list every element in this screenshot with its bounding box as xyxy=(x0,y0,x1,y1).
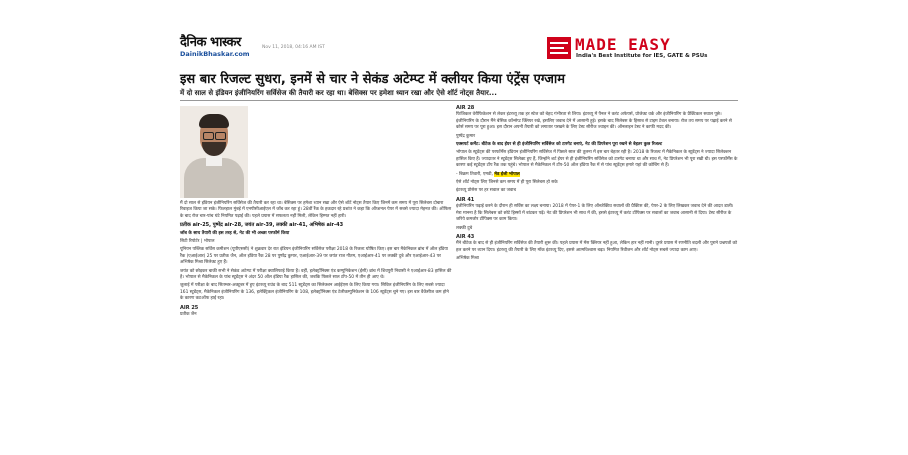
brand-name: दैनिक भास्कर xyxy=(180,35,241,50)
article-headline: इस बार रिजल्ट सुधरा, इनमें से चार ने सेकंड अटेम्प्ट में क्लीयर किया एंट्रेंस एग्जाम xyxy=(180,72,566,87)
air-28-body: फिजिकल वेरीफिकेशन से लेकर इंटरव्यू तक हर स्टेज को बेहद गंभीरता से लिया। इंटरव्यू में पैनल ने करंट अफेयर्स, प्रोजेक्ट वर्क और इंजीनियरिंग के प्रैक्टिकल सवाल पूछे। इंजीनियरिंग के दौरान मैंने बेसिक कॉन्सेप्ट क्लियर रखे, इसलिए जवाब देने में आसानी हुई। इसके बाद सिलेबस के हिसाब से टाइम टेबल बनाया। रोज तय समय पर पढ़ाई करने से कोर्स समय पर पूरा हुआ। इस दौरान अपनी तैयारी को लगातार परखने के लिए टेस्ट सीरीज ज्वाइन की। ऑनलाइन टेस्ट ने काफी मदद की। xyxy=(456,112,732,131)
expert-comment-body: भोपाल के स्टूडेंट्स की परफॉर्मेंस इंडियन इंजीनियरिंग सर्विसेज में पिछले साल की तुलना में इस बार बेहतर रही है। 2018 के रिजल्ट में मैकेनिकल के स्टूडेंट्स ने ज्यादा सिलेक्शन हासिल किए हैं। ज्यादातर ने स्टूडेंट्स सिलेक्ट हुए हैं, जिन्होंने शर्ट ईयर से ही इंजीनियरिंग सर्विसेज को टारगेट बनाया था और साथ में, नेट प्रिपरेशन भी पूरा रखी थी। इस परफॉर्मेंस के कारण कई स्टूडेंट्स टॉप रैंक तक पहुंचे। भोपाल से मैकेनिकल में टॉप-50 ऑल इंडिया रैंक में से पांच स्टूडेंट्स हमारे यहां की कोचिंग से हैं। xyxy=(456,150,738,169)
rank-line: प्रतीक air-25, पुष्पेंद्र air-28, जयंत air-39, लक्की air-41, अभिषेक air-43 xyxy=(180,222,344,229)
made-easy-tagline: India's Best Institute for IES, GATE & PSUs xyxy=(576,53,708,59)
left-footer-label: AIR 25 xyxy=(180,304,199,311)
divider xyxy=(180,100,738,101)
air-28-label: AIR 28 xyxy=(456,105,475,111)
brand-site: DainikBhaskar.com xyxy=(180,50,250,58)
left-sub-heading: जॉब के साथ तैयारी की इस तरह से, नेट की भी अच्छा परफॉर्म किया xyxy=(180,230,290,236)
left-footer-name: प्रतीक जैन xyxy=(180,312,197,318)
reporter-credit: सिटी रिपोर्टर | भोपाल xyxy=(180,239,215,245)
left-intro-column xyxy=(180,201,452,321)
expert-attribution xyxy=(456,172,738,178)
note-line-2: इंटरव्यू प्रोसेस पर हर सवाल का जवाब xyxy=(456,188,516,194)
expert-attribution-prefix: - बिक्रम तिवारी, एमडी, xyxy=(456,171,493,177)
person-photo xyxy=(180,106,248,198)
air-41-body: इंजीनियरिंग पढ़ाई करने के दौरान ही सर्विस का लक्ष्य बनाया। 2018 में पेपर-1 के लिए ऑब्जेक्टिव सवालों की प्रैक्टिस की, पेपर-2 के लिए लिखकर जवाब देने की आदत डाली। मेरा मानना है कि सिलेबस को छोटे हिस्सों में बांटकर पढ़ें। नेट की प्रिपरेशन भी साथ में की, इससे इंटरव्यू में करंट टॉपिक्स पर सवालों का जवाब आसानी से दिया। टेस्ट सीरीज के जरिये कमजोर टॉपिक्स पर काम किया। xyxy=(456,204,734,223)
left-body-paragraph: जयंत को छोड़कर बाकी सभी ने सेकंड अटेम्प्ट में परीक्षा क्वालिफाई किया है। वहीं, इलेक्ट्रॉनिक्स एंड कम्युनिकेशन (ईसी) ब्रांच में शिवपुरी निवासी ने एआईआर-83 हासिल की है। भोपाल से मैकेनिकल के पांच स्टूडेंट्स ने अंदर 50 ऑल इंडिया रैंक हासिल की, जबकि पिछले साल टॉप-50 में तीन ही आए थे। xyxy=(180,268,452,281)
left-intro: मैं दो साल से इंडियन इंजीनियरिंग सर्विसेज की तैयारी कर रहा था। बेसिक्स पर हमेशा ध्यान रखा और ऐसे शॉर्ट नोट्स तैयार किए जिनमें कम समय में पूरा सिलेबस दोबारा रिवाइज किया जा सके। फिलहाल मुंबई में एनपीसीआईएल में जॉब कर रहा हूं। 28वीं रैंक के हकदार रहे प्रशांत ने कहा कि ऑप्शनल पेपर में सबसे ज्यादा मेहनत की। ऑफिस के बाद रोज चार-पांच घंटे नियमित पढ़ाई की। पहले प्रयास में सफलता नहीं मिली, लेकिन हिम्मत नहीं हारी। xyxy=(180,201,452,219)
note-line: ऐसे शॉर्ट नोट्स लिए जिनसे कम समय में ही पूरा सिलेबस हो सके xyxy=(456,180,558,186)
made-easy-emblem-icon xyxy=(547,37,571,59)
air-41-label: AIR 41 xyxy=(456,196,475,203)
left-body-paragraph: यूनियन पब्लिक सर्विस कमीशन (यूपीएससी) ने शुक्रवार देर रात इंडियन इंजीनियरिंग सर्विसेज परीक्षा 2018 के रिजल्ट घोषित किए। इस बार मैकेनिकल ब्रांच में ऑल इंडिया रैंक (एआईआर) 25 पर प्रतीक जैन, ऑल इंडिया रैंक 28 पर पुष्पेंद्र कुमार, एआईआर-39 पर जयंत राज गौतम, एआईआर-41 पर लक्की दुबे और एआईआर-43 पर अभिषेक मिश्रा सिलेक्ट हुए हैं। xyxy=(180,247,448,266)
made-easy-logo[interactable]: MADE EASY xyxy=(575,35,671,54)
dainik-bhaskar-logo[interactable] xyxy=(180,36,260,58)
air-43-name: अभिषेक मिश्रा xyxy=(456,256,479,262)
air-43-body: मैंने बीटेक के बाद से ही इंजीनियरिंग सर्विसेज की तैयारी शुरू की। पहले प्रयास में मेंस क्लियर नहीं हुआ, लेकिन हार नहीं मानी। दूसरे प्रयास में रणनीति बदली और पुराने प्रश्नपत्रों को हल करने पर ध्यान दिया। इंटरव्यू की तैयारी के लिए मॉक इंटरव्यू दिए, इससे आत्मविश्वास बढ़ा। नियमित रिवीजन और शॉर्ट नोट्स सबसे ज्यादा काम आए। xyxy=(456,241,737,253)
dateline: Nov 11, 2018, 04:16 AM IST xyxy=(262,45,325,50)
article-subhead: में दो साल से इंडियन इंजीनियरिंग सर्विसेज की तैयारी कर रहा था। बेसिक्स पर हमेशा ध्यान रखा और ऐसे शॉर्ट नोट्स तैयार... xyxy=(180,89,497,97)
expert-comment-heading: एक्सपर्ट कमेंट: बीटेक के बाद ईयर से ही इंजीनियरिंग सर्विसेज को टारगेट बनाएं, नेट की प्रिपरेशन पूरा रखने से बेहतर कुछ रिजल्ट xyxy=(456,142,663,148)
air-28-name: पुष्पेंद्र कुमार xyxy=(456,133,476,139)
left-body-paragraph: जुलाई में परीक्षा के बाद सितम्बर-अक्टूबर में हुए इंटरव्यू राउंड के बाद 511 स्टूडेंट्स का सिलेक्शन आईईएस के लिए किया गया। सिविल इंजीनियरिंग के लिए सबसे ज्यादा 161 स्टूडेंट्स, मैकेनिकल इंजीनियरिंग के 136, इलेक्ट्रिकल इंजीनियरिंग के 108, इलेक्ट्रॉनिक्स एंड टेलीकम्युनिकेशन के 106 स्टूडेंट्स चुने गए। इस बार वैकेंसीज कम होने के कारण कटऑफ हाई रहा। xyxy=(180,283,449,302)
air-41-name: लक्की दुबे xyxy=(456,225,473,231)
right-column xyxy=(456,103,738,265)
expert-attribution-org: मेड ईजी भोपाल xyxy=(494,171,520,177)
air-43-label: AIR 43 xyxy=(456,233,475,240)
